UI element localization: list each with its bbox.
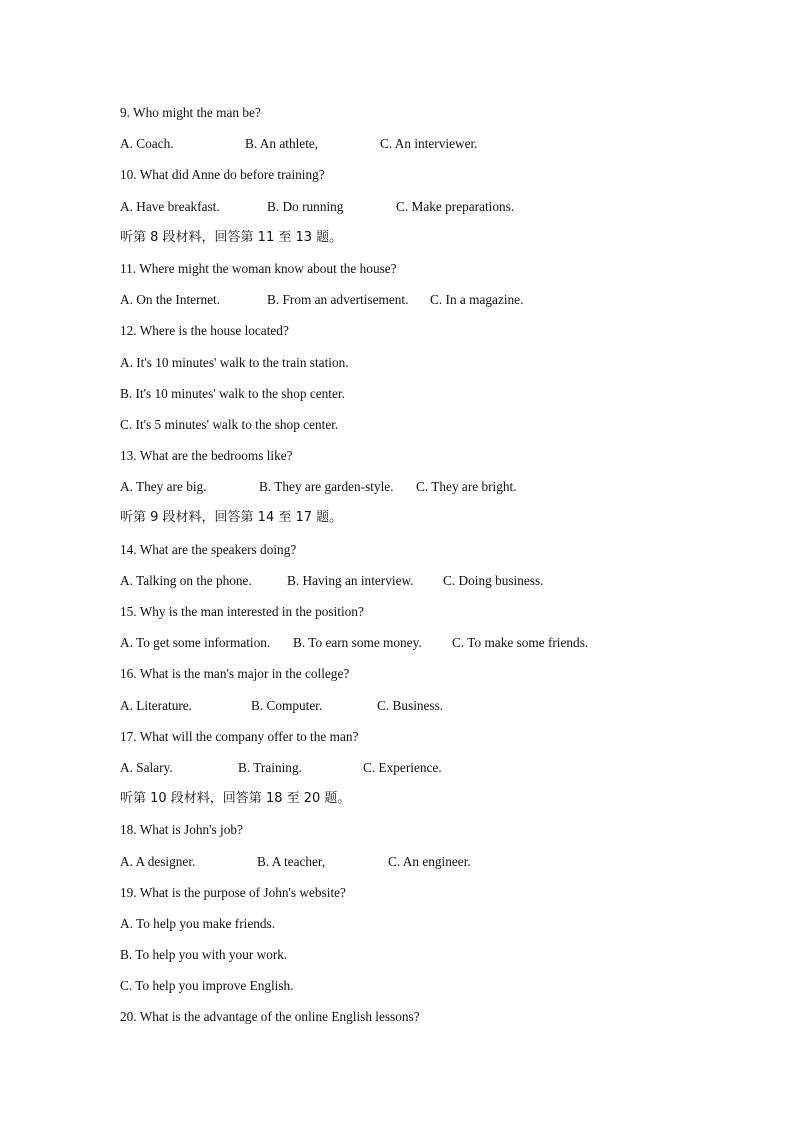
option-a: A. It's 10 minutes' walk to the train station.	[120, 354, 349, 370]
section-text: 听第 9 段材料，回答第 14 至 17 题。	[120, 510, 343, 526]
option-b: B. Training.	[238, 759, 302, 775]
question-text: 16. What is the man's major in the college?	[120, 666, 350, 682]
option-c: C. Experience.	[363, 759, 442, 775]
option-b: B. To help you with your work.	[120, 947, 288, 963]
option-a: A. To get some information.	[120, 635, 271, 651]
option-a: A. Salary.	[120, 759, 173, 775]
question-19	[120, 883, 760, 914]
option-c: C. Make preparations.	[396, 198, 515, 214]
option-a: A. Coach.	[120, 136, 174, 152]
option-c: C. An engineer.	[388, 853, 471, 869]
options-18	[120, 852, 760, 883]
section-text: 听第 10 段材料，回答第 18 至 20 题。	[120, 791, 351, 807]
section-heading-9	[120, 508, 760, 539]
option-a: A. Talking on the phone.	[120, 572, 252, 588]
option-c: C. Doing business.	[443, 572, 544, 588]
option-b: B. To earn some money.	[293, 635, 422, 651]
question-text: 10. What did Anne do before training?	[120, 167, 325, 183]
option-line-a	[120, 353, 760, 384]
option-a: A. To help you make friends.	[120, 915, 276, 931]
exam-page	[120, 103, 760, 1039]
question-10	[120, 165, 760, 196]
option-line-c	[120, 415, 760, 446]
option-b: B. From an advertisement.	[267, 292, 409, 308]
option-b: B. A teacher,	[257, 853, 326, 869]
question-text: 20. What is the advantage of the online English lessons?	[120, 1009, 420, 1025]
section-heading-10	[120, 789, 760, 820]
option-a: A. On the Internet.	[120, 292, 221, 308]
option-a: A. Literature.	[120, 697, 192, 713]
question-12	[120, 321, 760, 352]
option-line-b	[120, 945, 760, 976]
question-17	[120, 727, 760, 758]
option-a: A. Have breakfast.	[120, 198, 220, 214]
option-b: B. It's 10 minutes' walk to the shop center.	[120, 385, 345, 401]
option-line-a	[120, 914, 760, 945]
options-11	[120, 290, 760, 321]
question-text: 12. Where is the house located?	[120, 323, 289, 339]
option-c: C. To help you improve English.	[120, 978, 294, 994]
option-c: C. In a magazine.	[430, 292, 524, 308]
question-text: 11. Where might the woman know about the house?	[120, 260, 397, 276]
option-c: C. It's 5 minutes' walk to the shop center.	[120, 416, 339, 432]
options-13	[120, 477, 760, 508]
question-text: 14. What are the speakers doing?	[120, 541, 297, 557]
question-text: 17. What will the company offer to the man?	[120, 728, 359, 744]
option-c: C. To make some friends.	[452, 635, 589, 651]
question-18	[120, 820, 760, 851]
question-14	[120, 540, 760, 571]
question-text: 19. What is the purpose of John's website?	[120, 884, 346, 900]
question-text: 13. What are the bedrooms like?	[120, 448, 293, 464]
option-line-c	[120, 976, 760, 1007]
question-9	[120, 103, 760, 134]
options-17	[120, 758, 760, 789]
question-16	[120, 664, 760, 695]
options-14	[120, 571, 760, 602]
option-b: B. An athlete,	[245, 136, 319, 152]
option-c: C. Business.	[377, 697, 444, 713]
question-20	[120, 1007, 760, 1038]
option-a: A. They are big.	[120, 479, 207, 495]
option-b: B. Do running	[267, 198, 344, 214]
section-heading-8	[120, 228, 760, 259]
question-text: 18. What is John's job?	[120, 822, 243, 838]
question-11	[120, 259, 760, 290]
question-text: 15. Why is the man interested in the position?	[120, 604, 364, 619]
section-text: 听第 8 段材料，回答第 11 至 13 题。	[120, 229, 343, 245]
option-line-b	[120, 384, 760, 415]
option-b: B. Having an interview.	[287, 572, 414, 588]
options-9	[120, 134, 760, 165]
option-b: B. They are garden-style.	[259, 479, 394, 495]
options-16	[120, 696, 760, 727]
option-a: A. A designer.	[120, 853, 196, 869]
options-15	[120, 633, 760, 664]
question-13	[120, 446, 760, 477]
question-text: 9. Who might the man be?	[120, 105, 261, 120]
option-b: B. Computer.	[251, 697, 323, 713]
question-15	[120, 602, 760, 633]
option-c: C. An interviewer.	[380, 136, 478, 152]
options-10	[120, 197, 760, 228]
option-c: C. They are bright.	[416, 479, 517, 495]
